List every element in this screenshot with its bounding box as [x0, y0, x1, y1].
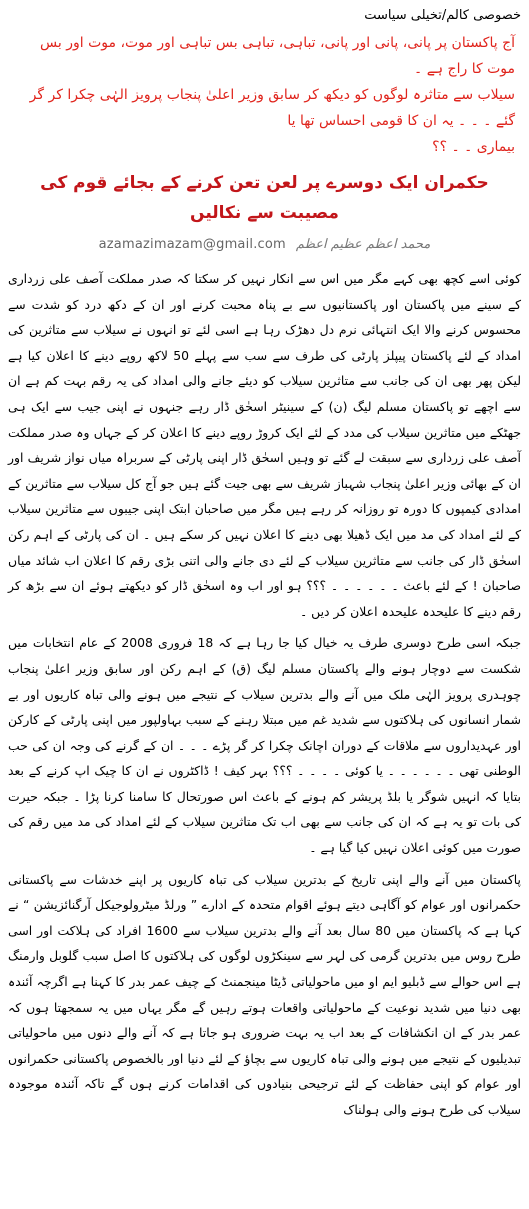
headline-line-3: بیماری ۔ ۔ ؟؟ — [432, 139, 515, 155]
sub-headline: حکمران ایک دوسرے پر لعن تعن کرنے کے بجائے قوم کی مصیبت سے نکالیں — [40, 173, 489, 223]
headline-line-1: آج پاکستان پر پانی، پانی اور پانی، تباہی، تباہی بس تباہی اور موت، موت اور بس موت کا راج ہے ۔ — [40, 35, 515, 77]
author-email: azamazimazam@gmail.com — [98, 236, 286, 252]
author-name: محمد اعظم عظیم اعظم — [295, 236, 431, 252]
headline-line-2: سیلاب سے متاثرہ لوگوں کو دیکھ کر سابق وزیر اعلیٰ پنجاب پرویز الہٰی چکرا کر گر گئے ۔ ۔ ۔ یہ ان کا قومی احساس تھا یا — [29, 87, 515, 129]
column-series-title: خصوصی کالم/تخیلی سیاست — [364, 8, 521, 23]
article-paragraph-1: کوئی اسے کچھ بھی کہے مگر میں اس سے انکار نہیں کر سکتا کہ صدر مملکت آصف علی زرداری کے سینے میں پاکستان اور پاکستانیوں سے بے پناہ محبت کرنے اور ان کے دکھ درد کو شدت سے محسوس کرنے والا ایک انتہائی نرم دل دھڑک رہا ہے اسی لئے تو انہوں نے سیلاب سے متاثرین کی امداد کے لئے پاکستان پیپلز پارٹی کی طرف سے سب سے پہلے 50 لاکھ روپے دینے کا اعلان کیا ہے لیکن پھر بھی ان کی جانب سے متاثرین سیلاب کو دیئے جانے والی امداد کی یہ رقم بہت کم ہے ان سے اچھے تو پاکستان مسلم لیگ (ن) کے سینیٹر اسحٰق ڈار رہے جنہوں نے اپنی جیب سے ایک ہی جھٹکے میں متاثرین سیلاب کی مدد کے لئے ایک کروڑ روپے دینے کا اعلان کر کے جہاں وہ صدر مملکت آصف علی زرداری سے سبقت لے گئے تو وہیں اسحٰق ڈار اپنی پارٹی کے سربراہ میاں نواز شریف اور ان کے بھائی وزیر اعلیٰ پنجاب شہباز شریف سے بھی جیت گئے ہیں جو آج کل سیلاب سے متاثرین کے امدادی کیمپوں کا دورہ تو روزانہ کر رہے ہیں مگر میں صاحبان ابتک اپنی جیبوں سے متاثرین سیلاب کے لئے امداد کی مد میں ایک ڈھیلا بھی دینے کا اعلان نہیں کر سکے ہیں ۔ ان کی پارٹی کے اہم رکن اسحٰق ڈار کی جانب سے متاثرین سیلاب کے لئے دی جانے والی اتنی بڑی رقم کا اعلان اب شائد میاں صاحبان ! کے لئے باعث ۔ ۔ ۔ ۔ ۔ ۔ ؟؟؟ ہو اور اب وہ اسحٰق ڈار کو دیکھتے ہوئے ان سے بڑھ کر رقم دینے کا علیحدہ علیحدہ اعلان کر دیں ۔ — [8, 271, 521, 619]
article-paragraph-2: جبکہ اسی طرح دوسری طرف یہ خیال کیا جا رہا ہے کہ 18 فروری 2008 کے عام انتخابات میں شکست سے دوچار ہونے والے پاکستان مسلم لیگ (ق) کے اہم رکن اور سابق وزیر اعلیٰ پنجاب چوہدری پرویز الہٰی ملک میں آنے والے بدترین سیلاب کے نتیجے میں ہونے والی تباہ کاریوں اور بے شمار انسانوں کی ہلاکتوں سے شدید غم میں مبتلا رہنے کے سبب بہاولپور میں اپنی پارٹی کے کارکن اور عہدیداروں سے ملاقات کے دوران اچانک چکرا کر گر پڑے ۔ ۔ ۔ ان کے گرنے کی وجہ ان کی حب الوطنی تھی ۔ ۔ ۔ ۔ ۔ ۔ یا کوئی ۔ ۔ ۔ ۔ ؟؟؟ بہر کیف ! ڈاکٹروں نے ان کا چیک اپ کرنے کے بعد بتایا کہ انہیں شوگر یا بلڈ پریشر کم ہونے کے باعث اس صورتحال کا سامنا کرنا پڑا ۔ جبکہ حیرت کی بات تو یہ ہے کہ ان کی جانب سے بھی اب تک متاثرین سیلاب کے لئے امداد کی مد میں رقم کی صورت میں کوئی اعلان نہیں کیا گیا ہے ۔ — [8, 635, 521, 856]
article-paragraph-3: پاکستان میں آنے والے اپنی تاریخ کے بدترین سیلاب کی تباہ کاریوں پر اپنے خدشات سے پاکستانی حکمرانوں اور عوام کو آگاہی دیتے ہوئے اقوام متحدہ کے ادارے ” ورلڈ میٹرولوجیکل آرگنائزیشن “ نے کہا ہے کہ پاکستان میں 80 سال بعد آنے والے بدترین سیلاب سے 1600 افراد کی ہلاکت اور اسی طرح روس میں بدترین گرمی کی لہر سے سینکڑوں لوگوں کی ہلاکتوں کا اصل سبب گلوبل وارمنگ ہے اس حوالے سے ڈبلیو ایم او میں ماحولیاتی ڈیٹا مینجمنٹ کے چیف عمر بدر کا کہنا ہے اگرچہ آئندہ بھی دنیا میں شدید نوعیت کے ماحولیاتی واقعات ہوتے رہیں گے مگر یہاں میں یہ سمجھتا ہوں کہ عمر بدر کے ان انکشافات کے بعد اب یہ بہت ضروری ہو جاتا ہے کہ آنے والے دنوں میں ماحولیاتی تبدیلیوں کے نتیجے میں ہونے والی تباہ کاریوں سے بچاؤ کے لئے دنیا اور بالخصوص پاکستانی حکمرانوں اور عوام کو اپنی حفاظت کے لئے ترجیحی بنیادوں کی اقدامات کرنے ہوں گے تاکہ آئندہ موجودہ سیلاب کی طرح ہونے والی ہولناک — [8, 871, 522, 1117]
byline — [8, 232, 521, 256]
main-headline — [8, 30, 521, 160]
